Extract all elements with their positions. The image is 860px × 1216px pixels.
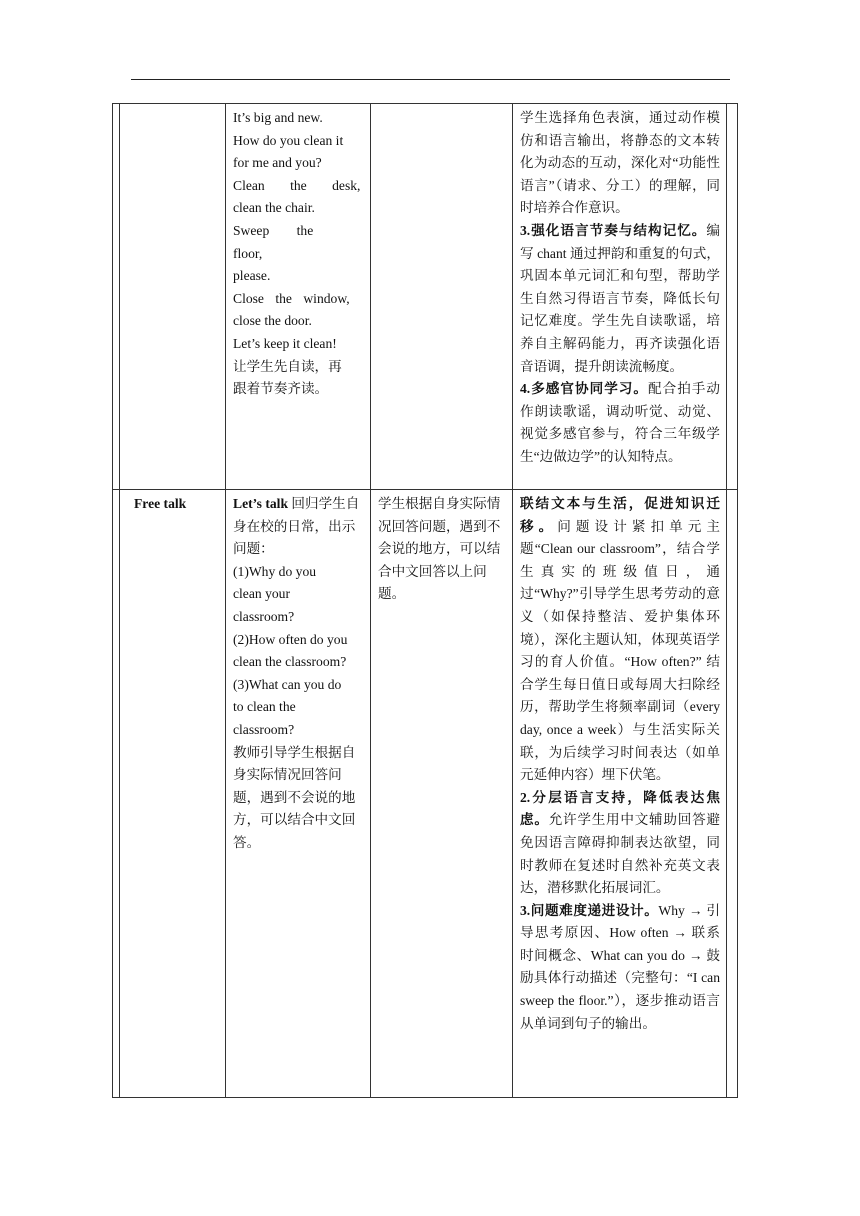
chant-line: for me and you?: [233, 155, 322, 171]
intent-item: [520, 493, 720, 787]
question-line: (1)Why do you: [233, 563, 317, 579]
intent-item: [520, 900, 720, 1036]
intent-item: [520, 220, 720, 378]
right-margin-cell: [727, 490, 738, 1098]
design-intent-cell: [513, 490, 727, 1098]
intent-body: 问题设计紧扣单元主题“Clean our classroom”，结合学生真实的班级值日，通过“Why?”引导学生思考劳动的意义（如保持整洁、爱护集体环境），深化主题认知，体现英语学习的育人价值。“How often?” 结合学生每日值日或每周大扫除经历，帮助学生将频率副词（every day, once a week）与生活实际关联，为后续学习时间表达（如单元延伸内容）埋下伏笔。: [520, 518, 720, 783]
intent-heading: 3.问题难度递进设计。: [520, 902, 659, 918]
design-intent-cell: [513, 104, 727, 490]
intent-body: 编写 chant 通过押韵和重复的句式，巩固本单元词汇和句型，帮助学生自然习得语言节奏，降低长句记忆难度。学生先自读歌谣，培养自主解码能力，再齐读强化语音语调，提升朗读流畅度。: [520, 222, 720, 374]
left-margin-cell: [113, 490, 120, 1098]
teacher-activity-cell: [226, 490, 371, 1098]
instruction-line: 跟着节奏齐读。: [233, 381, 329, 397]
chant-line: Let’s keep it clean!: [233, 335, 337, 351]
question-line: clean the classroom?: [233, 654, 347, 670]
teacher-activity-cell: [226, 104, 371, 490]
lets-talk-label: Let’s talk: [233, 496, 288, 511]
intent-body: 配合拍手动作朗读歌谣，调动听觉、动觉、视觉多感官参与，符合三年级学生“边做边学”的认知特点。: [520, 381, 720, 464]
left-margin-cell: [113, 104, 120, 490]
chant-line: Clean the desk,: [233, 177, 361, 193]
chant-line: Close the window,: [233, 290, 350, 306]
chant-line: Sweep the floor,: [233, 222, 314, 261]
table-row: [113, 490, 738, 1098]
chant-line: How do you clean it: [233, 132, 344, 148]
intent-continuation: 学生选择角色表演，通过动作模仿和语言输出，将静态的文本转化为动态的互动，深化对“功能性语言”（请求、分工）的理解，同时培养合作意识。: [520, 110, 720, 216]
intent-heading: 4.多感官协同学习。: [520, 381, 648, 397]
teacher-outro: 教师引导学生根据自身实际情况回答问题，遇到不会说的地方，可以结合中文回答。: [233, 744, 356, 850]
stage-cell: [120, 104, 226, 490]
chant-line: clean the chair.: [233, 200, 315, 216]
chant-line: close the door.: [233, 313, 312, 329]
intent-body: 允许学生用中文辅助回答避免因语言障碍抑制表达欲望，同时教师在复述时自然补充英文表达，潜移默化拓展词汇。: [520, 812, 721, 896]
question-line: classroom?: [233, 608, 295, 624]
lesson-plan-table: [112, 103, 738, 1098]
question-line: clean your: [233, 586, 290, 602]
question-line: (2)How often do you: [233, 631, 348, 647]
teacher-intro-text: 回归学生自身在校的日常，出示问题：: [233, 496, 360, 557]
intent-body: Why → 引导思考原因、How often → 联系时间概念、What can you do → 鼓励具体行动描述（完整句：“I can sweep the floor.”），逐步推动语言从单词到句子的输出。: [520, 902, 720, 1031]
question-line: classroom?: [233, 721, 295, 737]
intent-item: [520, 787, 720, 900]
student-activity-cell: [371, 104, 513, 490]
header-rule: [131, 79, 730, 80]
instruction-line: 让学生先自读，再: [233, 358, 342, 374]
stage-cell: Free talk: [120, 490, 226, 1098]
intent-heading: 联结文本与生活，促进知识迁移。: [520, 496, 720, 534]
table-row: [113, 104, 738, 490]
intent-heading: 3.强化语言节奏与结构记忆。: [520, 222, 707, 238]
question-line: (3)What can you do: [233, 676, 342, 692]
chant-line: It’s big and new.: [233, 110, 323, 125]
right-margin-cell: [727, 104, 738, 490]
chant-line: please.: [233, 268, 271, 284]
question-line: to clean the: [233, 699, 296, 715]
intent-heading: 2.分层语言支持，降低表达焦虑。: [520, 789, 720, 828]
student-activity-cell: 学生根据自身实际情况回答问题，遇到不会说的地方，可以结合中文回答以上问题。: [371, 490, 513, 1098]
teacher-intro: [233, 493, 364, 561]
intent-item: [520, 378, 720, 468]
